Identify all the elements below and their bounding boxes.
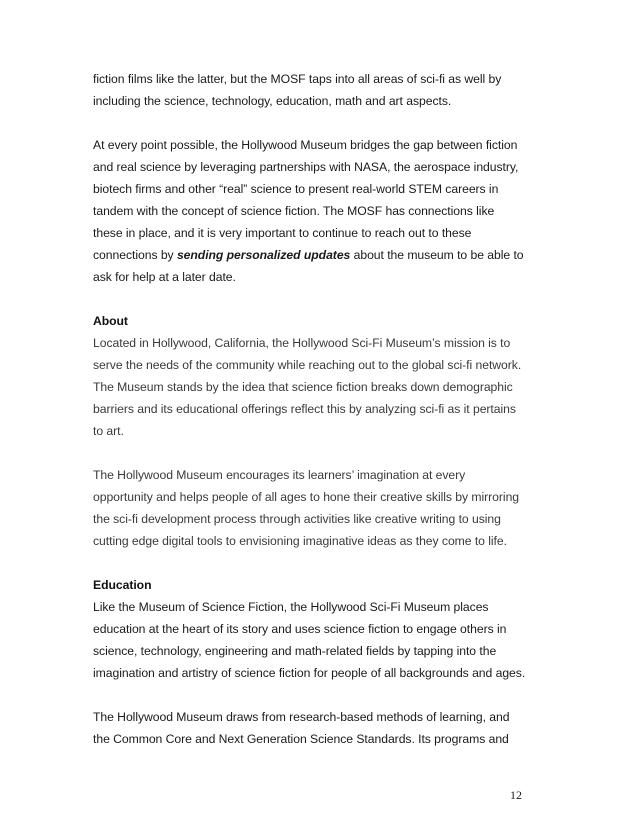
text-line: At every point possible, the Hollywood Museum bridges the gap between fiction bbox=[93, 138, 518, 152]
text-line bbox=[93, 244, 553, 266]
text-line: the Common Core and Next Generation Science Standards. Its programs and bbox=[93, 732, 509, 746]
text-segment: about the museum to be able to bbox=[350, 248, 524, 262]
page-number: 12 bbox=[510, 788, 522, 802]
education-heading: Education bbox=[93, 578, 152, 592]
text-line: to art. bbox=[93, 424, 124, 438]
text-line: The Museum stands by the idea that science fiction breaks down demographic bbox=[93, 380, 513, 394]
text-line: cutting edge digital tools to envisioning imaginative ideas as they come to life. bbox=[93, 534, 507, 548]
text-line: fiction films like the latter, but the MOSF taps into all areas of sci-fi as well by bbox=[93, 72, 502, 86]
partnerships-paragraph bbox=[93, 134, 553, 288]
about-section bbox=[93, 310, 553, 552]
text-line: The Hollywood Museum encourages its learners’ imagination at every bbox=[93, 468, 466, 482]
text-line: the sci-fi development process through activities like creative writing to using bbox=[93, 512, 501, 526]
intro-paragraph bbox=[93, 68, 553, 112]
text-line: these in place, and it is very important to continue to reach out to these bbox=[93, 226, 472, 240]
text-line: ask for help at a later date. bbox=[93, 270, 236, 284]
text-line: imagination and artistry of science fiction for people of all backgrounds and ages. bbox=[93, 666, 526, 680]
text-line: and real science by leveraging partnerships with NASA, the aerospace industry, bbox=[93, 160, 519, 174]
text-line: Like the Museum of Science Fiction, the Hollywood Sci-Fi Museum places bbox=[93, 600, 489, 614]
text-segment: connections by bbox=[93, 248, 177, 262]
emphasized-phrase: sending personalized updates bbox=[176, 248, 351, 262]
text-line: education at the heart of its story and uses science fiction to engage others in bbox=[93, 622, 507, 636]
text-line: opportunity and helps people of all ages to hone their creative skills by mirroring bbox=[93, 490, 520, 504]
text-line: including the science, technology, education, math and art aspects. bbox=[93, 94, 452, 108]
text-line: The Hollywood Museum draws from research-based methods of learning, and bbox=[93, 710, 510, 724]
text-line: serve the needs of the community while reaching out to the global sci-fi network. bbox=[93, 358, 522, 372]
text-line: biotech firms and other “real” science to present real-world STEM careers in bbox=[93, 182, 499, 196]
text-line: barriers and its educational offerings reflect this by analyzing sci-fi as it pertains bbox=[93, 402, 516, 416]
education-section bbox=[93, 574, 553, 750]
text-line: Located in Hollywood, California, the Hollywood Sci-Fi Museum’s mission is to bbox=[93, 336, 511, 350]
about-heading: About bbox=[93, 314, 128, 328]
text-line: science, technology, engineering and math-related fields by tapping into the bbox=[93, 644, 497, 658]
page-body bbox=[93, 68, 553, 750]
text-line: tandem with the concept of science fiction. The MOSF has connections like bbox=[93, 204, 495, 218]
